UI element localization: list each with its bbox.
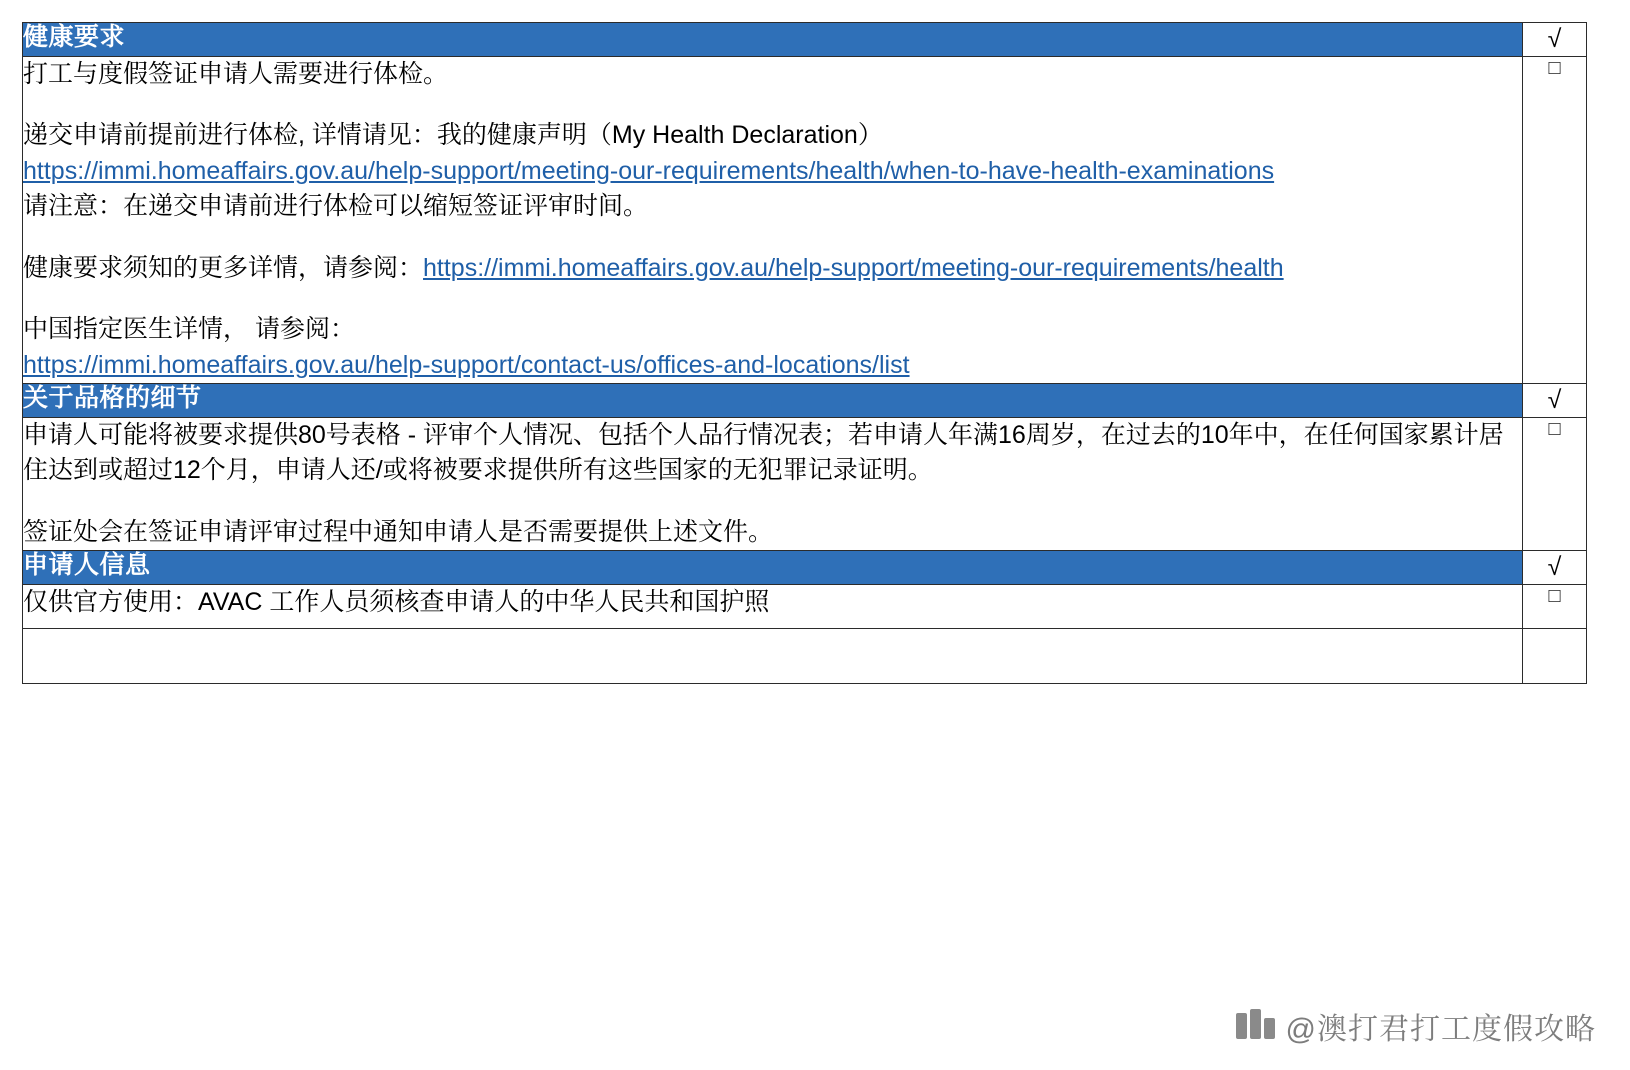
watermark-text: @澳打君打工度假攻略: [1285, 1013, 1596, 1046]
paragraph-spacer: [23, 286, 1522, 312]
paragraph-health-more: [23, 251, 1522, 287]
section-body-row: [23, 584, 1587, 629]
paragraph-health-2: 递交申请前提前进行体检, 详情请见：我的健康声明（My Health Declaration）: [23, 121, 883, 149]
section-header-label: 申请人信息: [23, 551, 151, 579]
requirements-table: [22, 22, 1587, 684]
section-header-check-character[interactable]: √: [1523, 384, 1587, 418]
paragraph-spacer: [23, 225, 1522, 251]
section-header-character: [23, 384, 1523, 418]
paragraph-health-note: 请注意：在递交申请前进行体检可以缩短签证评审时间。: [23, 192, 649, 220]
toutiao-logo-icon: [1236, 1009, 1276, 1043]
section-header-label: 健康要求: [23, 23, 126, 51]
paragraph-health-1: 打工与度假签证申请人需要进行体检。: [23, 59, 449, 88]
checkbox-character[interactable]: □: [1523, 417, 1587, 551]
paragraph-character-1: 申请人可能将被要求提供80号表格 - 评审个人情况、包括个人品行情况表；若申请人年满16周岁，在过去的10年中，在任何国家累计居住达到或超过12个月，申请人还/或将被要求提供所有这些国家的无犯罪记录证明。: [23, 420, 1504, 484]
checkbox-applicant-info[interactable]: □: [1523, 584, 1587, 629]
section-header-applicant-info: [23, 551, 1523, 585]
link-health-requirements[interactable]: https://immi.homeaffairs.gov.au/help-support/meeting-our-requirements/health: [423, 253, 1284, 282]
section-body-row: [23, 56, 1587, 384]
empty-cell: [23, 629, 1523, 684]
section-header-health: [23, 23, 1523, 57]
paragraph-spacer: [23, 92, 1522, 118]
link-health-examinations[interactable]: https://immi.homeaffairs.gov.au/help-support/meeting-our-requirements/health/when-to-have-health-examinations: [23, 156, 1275, 185]
paragraph-character-2: 签证处会在签证申请评审过程中通知申请人是否需要提供上述文件。: [23, 517, 774, 546]
paragraph-spacer: [23, 489, 1522, 515]
section-header-label: 关于品格的细节: [23, 384, 202, 412]
section-header-row: [23, 551, 1587, 585]
section-body-character: [23, 417, 1523, 551]
paragraph-applicant-info: 仅供官方使用：AVAC 工作人员须核查申请人的中华人民共和国护照: [23, 587, 770, 616]
paragraph-health-more-text: 健康要求须知的更多详情，请参阅：: [23, 253, 424, 282]
section-header-check-applicant-info[interactable]: √: [1523, 551, 1587, 585]
link-offices-and-locations[interactable]: https://immi.homeaffairs.gov.au/help-support/contact-us/offices-and-locations/list: [23, 350, 910, 379]
section-header-check-health[interactable]: √: [1523, 23, 1587, 57]
empty-cell: [1523, 629, 1587, 684]
checkbox-health[interactable]: □: [1523, 56, 1587, 384]
section-header-row: [23, 384, 1587, 418]
section-body-health: [23, 56, 1523, 384]
paragraph-panel-doctors: 中国指定医生详情， 请参阅：: [23, 315, 355, 343]
section-body-applicant-info: [23, 584, 1523, 629]
document-page: [22, 22, 1586, 684]
table-row: [23, 629, 1587, 684]
watermark: [1236, 1004, 1596, 1048]
section-header-row: [23, 23, 1587, 57]
section-body-row: [23, 417, 1587, 551]
